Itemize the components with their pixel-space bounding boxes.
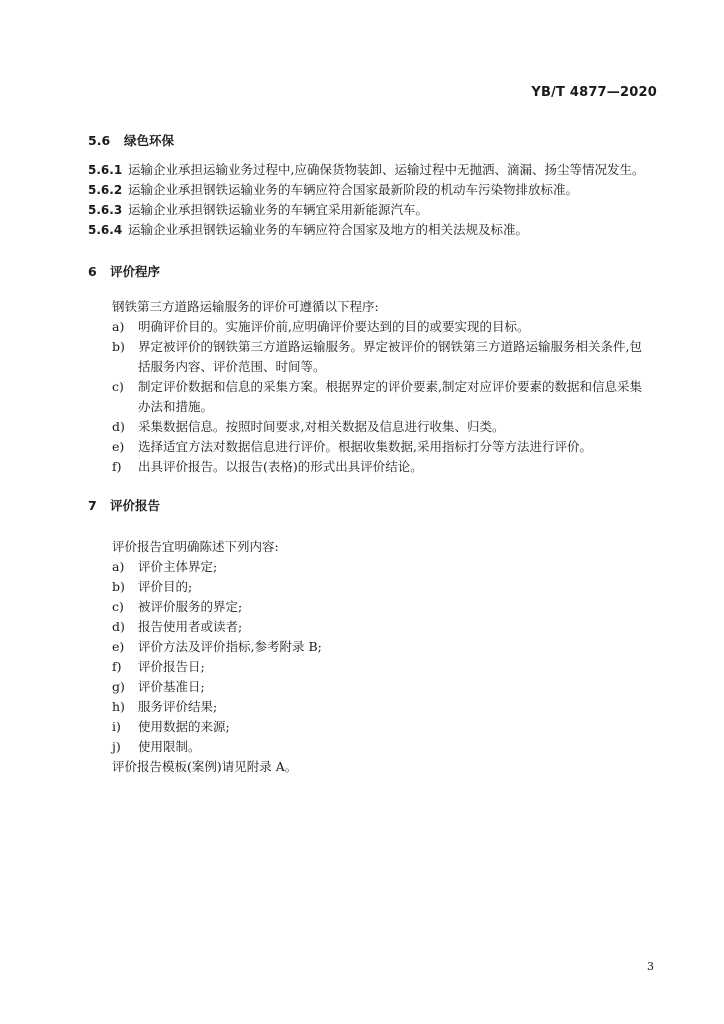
clause-5-6-2 (88, 180, 578, 198)
item-text: 界定被评价的钢铁第三方道路运输服务。界定被评价的钢铁第三方道路运输服务相关条件,包 (138, 339, 642, 354)
section-heading-7 (88, 496, 160, 514)
clause-text: 运输企业承担钢铁运输业务的车辆应符合国家及地方的相关法规及标准。 (128, 222, 529, 237)
procedure-item-b-continued: 括服务内容、评价范围、时间等。 (138, 359, 326, 374)
section-6-intro: 钢铁第三方道路运输服务的评价可遵循以下程序: (112, 299, 379, 314)
item-marker: e) (112, 639, 125, 654)
item-marker: f) (112, 459, 122, 474)
clause-number: 5.6.3 (88, 203, 123, 217)
section-title: 绿色环保 (124, 133, 175, 148)
section-7-intro: 评价报告宜明确陈述下列内容: (112, 539, 279, 554)
item-text: 评价主体界定; (138, 559, 218, 574)
report-item-i (112, 717, 230, 735)
item-text: 采集数据信息。按照时间要求,对相关数据及信息进行收集、归类。 (138, 419, 505, 434)
clause-number: 5.6.4 (88, 223, 123, 237)
section-title: 评价报告 (110, 498, 161, 513)
item-marker: d) (112, 619, 125, 634)
clause-text: 运输企业承担钢铁运输业务的车辆应符合国家最新阶段的机动车污染物排放标准。 (128, 182, 579, 197)
section-heading-6 (88, 262, 160, 280)
report-item-d (112, 617, 242, 635)
item-text: 评价报告日; (138, 659, 205, 674)
clause-5-6-4 (88, 220, 528, 238)
standard-code: YB/T 4877—2020 (531, 85, 657, 100)
procedure-item-f (112, 457, 423, 475)
item-marker: j) (112, 739, 121, 754)
report-item-g (112, 677, 205, 695)
report-item-f (112, 657, 205, 675)
item-text: 评价方法及评价指标,参考附录 B; (138, 639, 322, 654)
item-text: 出具评价报告。以报告(表格)的形式出具评价结论。 (138, 459, 423, 474)
item-text: 选择适宜方法对数据信息进行评价。根据收集数据,采用指标打分等方法进行评价。 (138, 439, 592, 454)
item-text: 使用限制。 (138, 739, 201, 754)
procedure-item-d (112, 417, 504, 435)
clause-5-6-1 (88, 160, 644, 178)
clause-5-6-3 (88, 200, 428, 218)
item-text: 服务评价结果; (138, 699, 218, 714)
item-marker: f) (112, 659, 122, 674)
item-text: 明确评价目的。实施评价前,应明确评价要达到的目的或要实现的目标。 (138, 319, 530, 334)
section-heading-5-6 (88, 131, 174, 149)
item-text: 评价基准日; (138, 679, 205, 694)
item-marker: b) (112, 339, 125, 354)
section-number: 7 (88, 498, 97, 513)
item-text: 报告使用者或读者; (138, 619, 243, 634)
report-item-c (112, 597, 242, 615)
procedure-item-c-continued: 办法和措施。 (138, 399, 214, 414)
section-7-closing: 评价报告模板(案例)请见附录 A。 (112, 759, 298, 774)
item-marker: h) (112, 699, 125, 714)
item-text: 被评价服务的界定; (138, 599, 243, 614)
report-item-h (112, 697, 217, 715)
report-item-a (112, 557, 217, 575)
item-marker: g) (112, 679, 125, 694)
item-marker: d) (112, 419, 125, 434)
clause-number: 5.6.1 (88, 163, 123, 177)
report-item-b (112, 577, 192, 595)
item-marker: c) (112, 599, 124, 614)
report-item-j (112, 737, 201, 755)
section-number: 6 (88, 264, 97, 279)
procedure-item-a (112, 317, 529, 335)
page-number: 3 (647, 960, 654, 973)
item-marker: e) (112, 439, 125, 454)
clause-number: 5.6.2 (88, 183, 123, 197)
section-number: 5.6 (88, 133, 111, 148)
procedure-item-b (112, 337, 642, 355)
item-marker: b) (112, 579, 125, 594)
report-item-e (112, 637, 322, 655)
item-marker: c) (112, 379, 124, 394)
item-text: 制定评价数据和信息的采集方案。根据界定的评价要素,制定对应评价要素的数据和信息采集 (138, 379, 642, 394)
clause-text: 运输企业承担钢铁运输业务的车辆宜采用新能源汽车。 (128, 202, 429, 217)
item-marker: a) (112, 559, 125, 574)
item-text: 使用数据的来源; (138, 719, 230, 734)
clause-text: 运输企业承担运输业务过程中,应确保货物装卸、运输过程中无抛洒、滴漏、扬尘等情况发生。 (128, 162, 645, 177)
item-marker: a) (112, 319, 125, 334)
procedure-item-e (112, 437, 592, 455)
procedure-item-c (112, 377, 642, 395)
item-marker: i) (112, 719, 121, 734)
item-text: 评价目的; (138, 579, 193, 594)
section-title: 评价程序 (110, 264, 161, 279)
